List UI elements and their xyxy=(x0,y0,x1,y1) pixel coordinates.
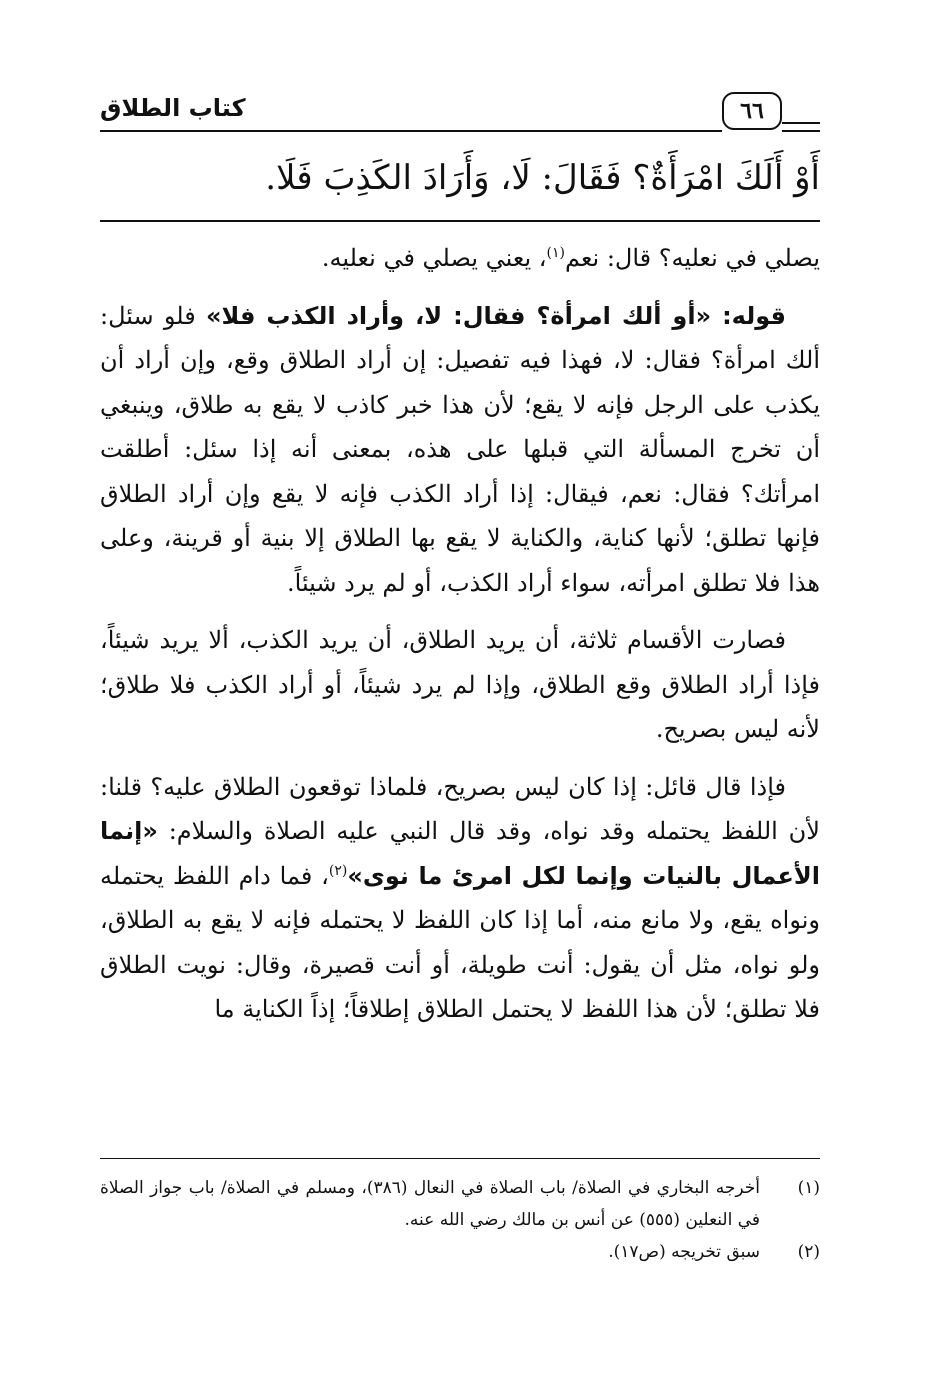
paragraph-1 xyxy=(100,236,820,281)
paragraph-2-text: فلو سئل: ألك امرأة؟ فقال: لا، فهذا فيه تفصيل: إن أراد الطلاق وقع، وإن أراد أن يكذب على الرجل فإنه لا يقع؛ لأن هذا خبر كاذب لا يقع به طلاق، وينبغي أن تخرج المسألة التي قبلها على هذه، بمعنى أنه إذا سئل: أطلقت امرأتك؟ فقال: نعم، فيقال: إذا أراد الكذب فإنه لا يقع وإن أراد الطلاق فإنها تطلق؛ لأنها كناية، والكناية لا يقع بها الطلاق إلا بنية أو قرينة، وعلى هذا فلا تطلق امرأته، سواء أراد الكذب، أو لم يرد شيئاً. xyxy=(100,301,820,597)
matn-text: أَوْ أَلَكَ امْرَأَةٌ؟ فَقَالَ: لَا، وَأَرَادَ الكَذِبَ فَلَا. xyxy=(265,158,820,198)
page-header xyxy=(100,86,820,142)
footnotes xyxy=(100,1172,820,1268)
header-rule-double-top xyxy=(782,122,820,124)
paragraph-1-text-a: يصلي في نعليه؟ قال: نعم xyxy=(564,244,820,272)
header-rule-double-bottom xyxy=(782,130,820,132)
quoted-matn-heading: قوله: «أو ألك امرأة؟ فقال: لا، وأراد الكذب فلا» xyxy=(205,301,787,330)
hadith-quote: «إنما الأعمال بالنيات وإنما لكل امرئ ما نوى» xyxy=(100,817,820,890)
paragraph-3 xyxy=(100,618,820,752)
footnote-1 xyxy=(100,1172,820,1236)
footnote-1-number: (١) xyxy=(797,1178,820,1198)
footnote-ref-1: (١) xyxy=(546,245,565,261)
commentary-body xyxy=(100,236,820,1045)
paragraph-4-text-a: فإذا قال قائل: إذا كان ليس بصريح، فلماذا توقعون الطلاق عليه؟ قلنا: لأن اللفظ يحتمله وقد نواه، وقد قال النبي عليه الصلاة والسلام: xyxy=(100,772,820,845)
footnote-ref-2: (٢) xyxy=(328,862,348,879)
footnote-1-text: أخرجه البخاري في الصلاة/ باب الصلاة في النعال (٣٨٦)، ومسلم في الصلاة/ باب جواز الصلاة في النعلين (٥٥٥) عن أنس بن مالك رضي الله عنه. xyxy=(100,1178,760,1230)
paragraph-4-text-b: ، فما دام اللفظ يحتمله ونواه يقع، ولا مانع منه، أما إذا كان اللفظ لا يحتمله فإنه لا يقع به الطلاق، ولو نواه، مثل أن يقول: أنت طويلة، أو أنت قصيرة، وقال: نويت الطلاق فلا تطلق؛ لأن هذا اللفظ لا يحتمل الطلاق إطلاقاً؛ إذاً الكناية ما xyxy=(100,861,820,1023)
footnote-divider xyxy=(100,1158,820,1159)
footnote-2 xyxy=(100,1236,820,1268)
paragraph-4 xyxy=(100,765,820,1032)
matn-divider xyxy=(100,220,820,222)
page-number: ٦٦ xyxy=(722,92,782,130)
paragraph-1-text-b: ، يعني يصلي في نعليه. xyxy=(321,244,547,272)
footnote-2-text: سبق تخريجه (ص١٧). xyxy=(608,1242,760,1262)
footnote-2-number: (٢) xyxy=(797,1242,820,1262)
paragraph-3-text: فصارت الأقسام ثلاثة، أن يريد الطلاق، أن يريد الكذب، ألا يريد شيئاً، فإذا أراد الطلاق وقع الطلاق، وإذا لم يرد شيئاً، أو أراد الكذب فلا طلاق؛ لأنه ليس بصريح. xyxy=(100,626,820,743)
book-title: كتاب الطلاق xyxy=(100,94,246,122)
paragraph-2 xyxy=(100,294,820,606)
header-rule xyxy=(100,130,722,132)
